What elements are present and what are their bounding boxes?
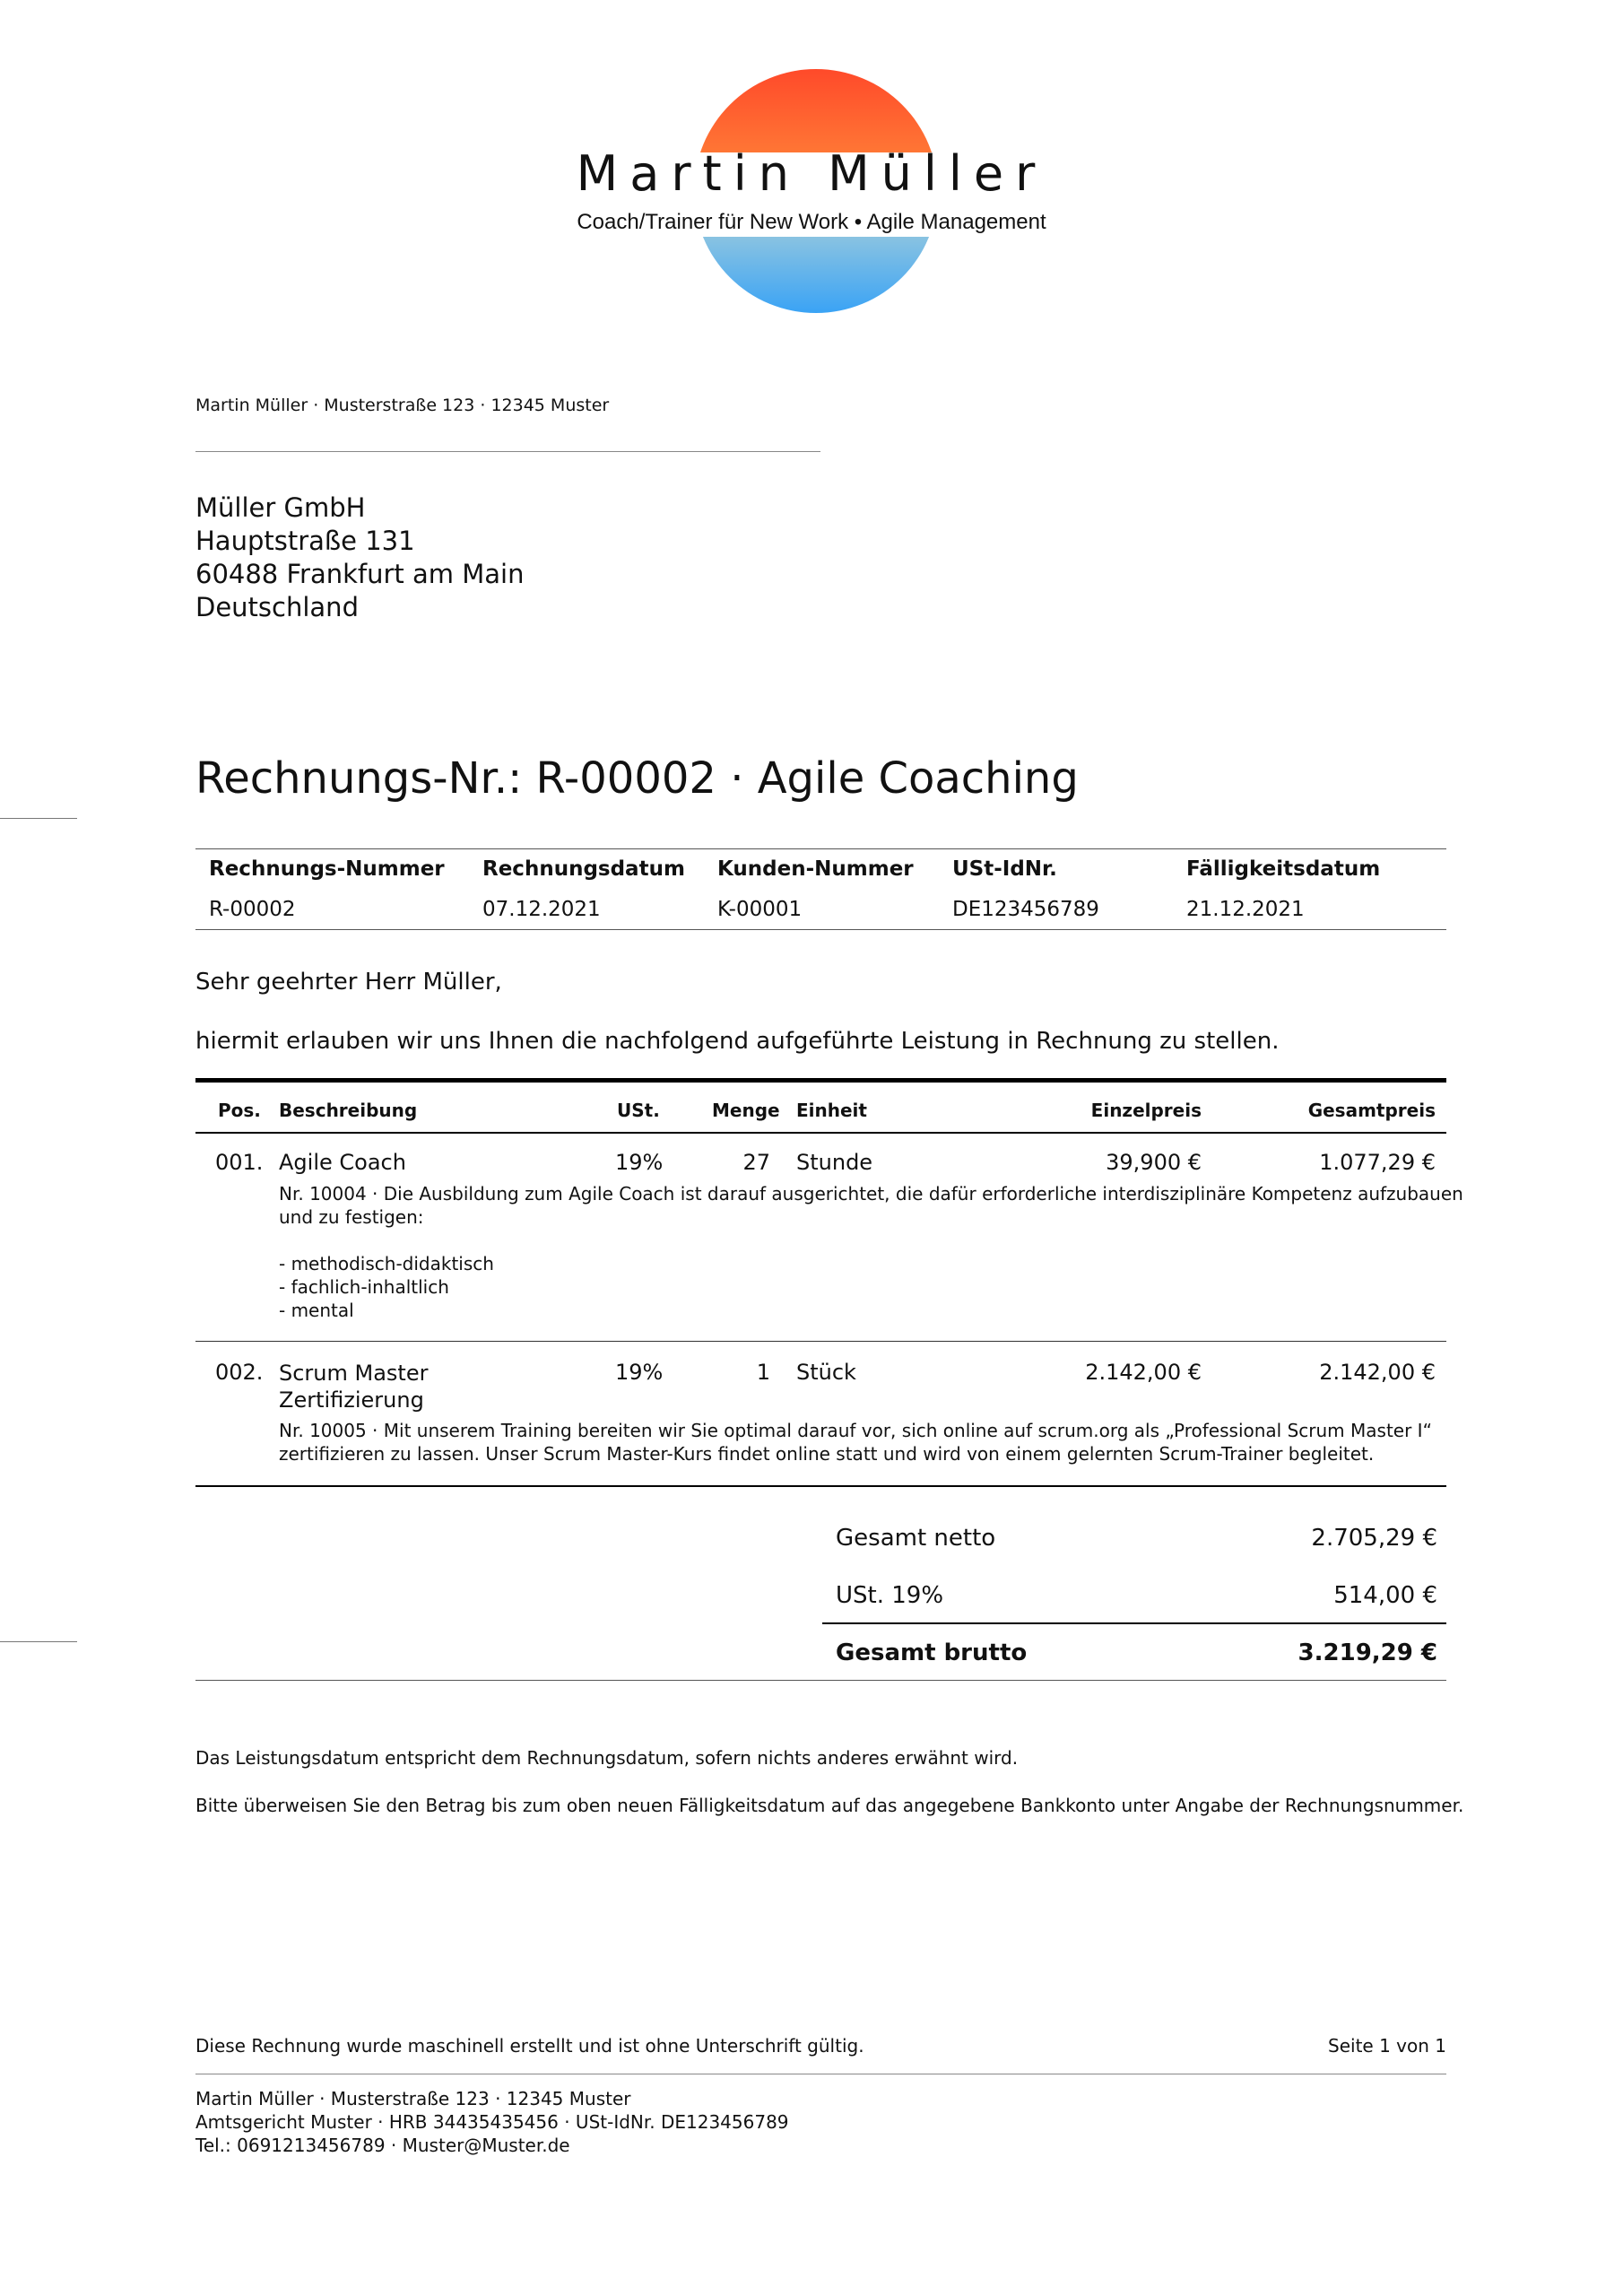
item-2-total: 2.142,00 € (1319, 1360, 1436, 1385)
payment-note: Bitte überweisen Sie den Betrag bis zum oben neuen Fälligkeitsdatum auf das angegebene Bankkonto unter Angabe der Rechnungsnummer. (195, 1795, 1464, 1816)
total-gross-label: Gesamt brutto (836, 1639, 1028, 1666)
meta-value-customer-number: K-00001 (717, 898, 803, 921)
item-2-desc-line: Nr. 10005 · Mit unserem Training bereiten wir Sie optimal darauf vor, sich online auf scrum.org als „Professional Scrum Master I“ (279, 1420, 1432, 1441)
item-2-unit: Stück (796, 1360, 856, 1385)
item-1-desc-line: und zu festigen: (279, 1206, 424, 1228)
sender-divider (195, 451, 820, 452)
col-header-total-price: Gesamtpreis (1307, 1100, 1436, 1121)
item-2-vat: 19% (615, 1360, 664, 1385)
item-1-vat: 19% (615, 1150, 664, 1175)
recipient-country: Deutschland (195, 592, 359, 622)
invoice-title: Rechnungs-Nr.: R-00002 · Agile Coaching (195, 753, 1079, 804)
item-2-unit-price: 2.142,00 € (1085, 1360, 1202, 1385)
items-table-top-rule (195, 1078, 1446, 1083)
total-net-value: 2.705,29 € (1311, 1525, 1437, 1552)
item-1-bottom-rule (195, 1341, 1446, 1342)
item-1-quantity: 27 (742, 1150, 770, 1175)
item-2-name-line: Zertifizierung (279, 1387, 424, 1413)
meta-header-invoice-date: Rechnungsdatum (482, 857, 685, 881)
totals-bottom-rule (195, 1680, 1446, 1681)
col-header-unit-price: Einzelpreis (1090, 1100, 1202, 1121)
col-header-description: Beschreibung (279, 1100, 418, 1121)
meta-table-bottom-rule (195, 929, 1446, 930)
footer-contact: Tel.: 0691213456789 · Muster@Muster.de (195, 2135, 570, 2156)
fold-mark-top (0, 818, 77, 819)
col-header-pos: Pos. (218, 1100, 261, 1121)
item-2-name (279, 1360, 428, 1413)
item-1-total: 1.077,29 € (1319, 1150, 1436, 1175)
meta-header-vat-id: USt-IdNr. (952, 857, 1057, 881)
recipient-address (195, 491, 524, 624)
meta-header-customer-number: Kunden-Nummer (717, 857, 914, 881)
item-2-quantity: 1 (756, 1360, 770, 1385)
item-1-unit-price: 39,900 € (1106, 1150, 1202, 1175)
totals-divider (822, 1622, 1446, 1624)
logo-tagline: Coach/Trainer für New Work • Agile Management (577, 210, 1046, 234)
col-header-unit: Einheit (796, 1100, 867, 1121)
item-1-unit: Stunde (796, 1150, 873, 1175)
meta-header-invoice-number: Rechnungs-Nummer (209, 857, 445, 881)
footer-registry: Amtsgericht Muster · HRB 34435435456 · USt-IdNr. DE123456789 (195, 2111, 789, 2133)
total-vat-value: 514,00 € (1333, 1582, 1437, 1609)
item-2-pos: 002. (215, 1360, 264, 1385)
col-header-vat: USt. (617, 1100, 660, 1121)
item-1-name: Agile Coach (279, 1150, 406, 1175)
item-1-desc-line: - mental (279, 1300, 354, 1321)
items-table-bottom-rule (195, 1485, 1446, 1487)
item-1-desc-line: - fachlich-inhaltlich (279, 1276, 449, 1298)
item-1-desc-line: - methodisch-didaktisch (279, 1253, 494, 1274)
footer-address: Martin Müller · Musterstraße 123 · 12345 Muster (195, 2088, 631, 2109)
recipient-street: Hauptstraße 131 (195, 526, 415, 556)
meta-header-due-date: Fälligkeitsdatum (1186, 857, 1381, 881)
total-gross-value: 3.219,29 € (1298, 1639, 1437, 1666)
item-1-description (279, 1182, 1463, 1322)
meta-value-vat-id: DE123456789 (952, 898, 1099, 921)
item-2-desc-line: zertifizieren zu lassen. Unser Scrum Master-Kurs findet online statt und wird von einem gelernten Scrum-Trainer begleitet. (279, 1443, 1375, 1465)
item-2-description (279, 1419, 1432, 1465)
item-1-pos: 001. (215, 1150, 264, 1175)
meta-value-due-date: 21.12.2021 (1186, 898, 1305, 921)
total-vat-label: USt. 19% (836, 1582, 944, 1609)
meta-value-invoice-date: 07.12.2021 (482, 898, 601, 921)
logo-name: Martin Müller (576, 145, 1047, 202)
sender-address-line: Martin Müller · Musterstraße 123 · 12345 Muster (195, 396, 610, 415)
item-2-name-line: Scrum Master (279, 1361, 429, 1386)
item-1-desc-spacer (279, 1229, 1463, 1252)
footer-company-info (195, 2087, 789, 2157)
meta-table-top-rule (195, 848, 1446, 849)
intro-text: hiermit erlauben wir uns Ihnen die nachfolgend aufgeführte Leistung in Rechnung zu stellen. (195, 1028, 1280, 1055)
recipient-city: 60488 Frankfurt am Main (195, 559, 525, 589)
machine-generated-note: Diese Rechnung wurde maschinell erstellt und ist ohne Unterschrift gültig. (195, 2035, 864, 2057)
greeting: Sehr geehrter Herr Müller, (195, 969, 502, 996)
item-1-desc-line: Nr. 10004 · Die Ausbildung zum Agile Coach ist darauf ausgerichtet, die dafür erforderliche interdisziplinäre Kompetenz aufzubauen (279, 1183, 1463, 1205)
recipient-company: Müller GmbH (195, 492, 366, 523)
meta-value-invoice-number: R-00002 (209, 898, 296, 921)
page-number: Seite 1 von 1 (1328, 2035, 1446, 2057)
total-net-label: Gesamt netto (836, 1525, 996, 1552)
items-header-rule (195, 1132, 1446, 1134)
fold-mark-bottom (0, 1641, 77, 1642)
col-header-quantity: Menge (712, 1100, 780, 1121)
service-date-note: Das Leistungsdatum entspricht dem Rechnungsdatum, sofern nichts anderes erwähnt wird. (195, 1747, 1019, 1769)
